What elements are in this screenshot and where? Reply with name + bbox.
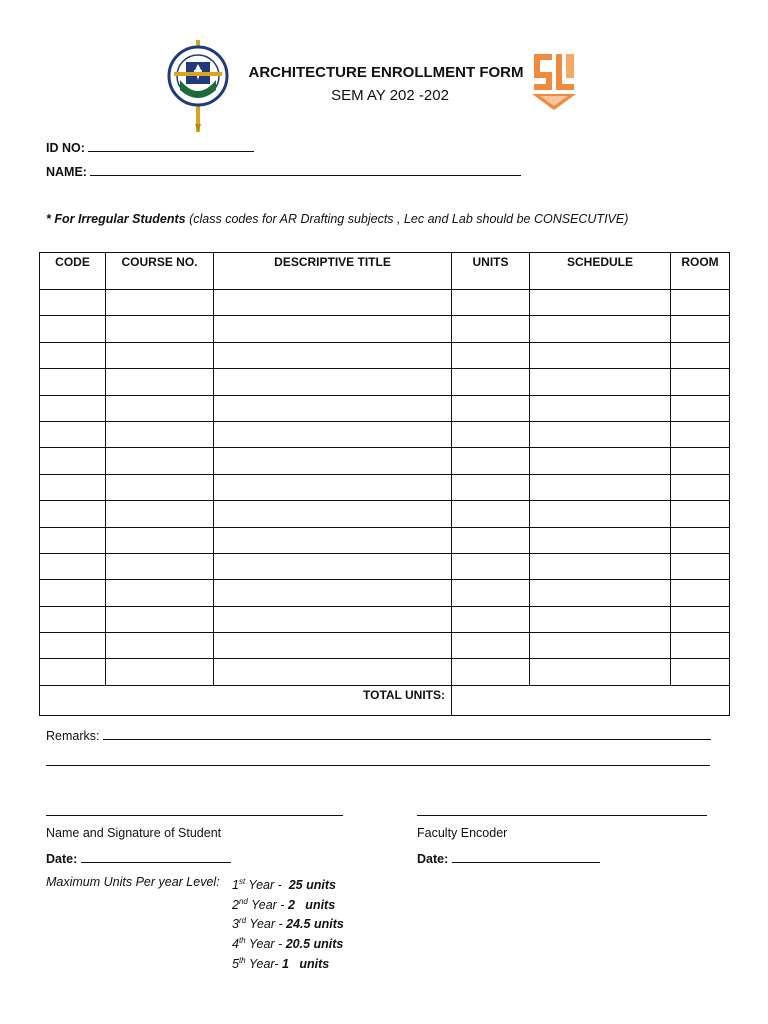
university-seal-logo xyxy=(166,40,230,132)
year-units-value: 20.5 units xyxy=(285,937,344,952)
cell-code[interactable] xyxy=(40,421,106,447)
table-row xyxy=(40,501,730,527)
total-units-row xyxy=(40,685,730,715)
year-level-item xyxy=(232,874,344,894)
year-num: 1 xyxy=(232,878,239,893)
col-header-units: UNITS xyxy=(452,253,530,290)
cell-units[interactable] xyxy=(452,633,530,659)
table-body xyxy=(40,290,730,716)
encoder-date-line[interactable] xyxy=(452,851,600,863)
id-blank-line[interactable] xyxy=(88,140,254,152)
cell-code[interactable] xyxy=(40,395,106,421)
name-blank-line[interactable] xyxy=(90,164,521,176)
table-row xyxy=(40,527,730,553)
cell-course-no[interactable] xyxy=(106,527,214,553)
table-row xyxy=(40,474,730,500)
cell-descriptive-title[interactable] xyxy=(214,501,452,527)
encoder-signature-line[interactable] xyxy=(417,815,707,816)
cell-descriptive-title[interactable] xyxy=(214,369,452,395)
student-date-line[interactable] xyxy=(81,851,231,863)
year-suffix: st xyxy=(238,877,246,886)
cell-schedule[interactable] xyxy=(530,553,671,579)
cell-schedule[interactable] xyxy=(530,316,671,342)
student-date-label: Date: xyxy=(46,852,78,866)
note-bold: * For Irregular Students xyxy=(46,212,186,226)
name-field[interactable] xyxy=(46,164,521,179)
year-units-value: 2 units xyxy=(287,897,336,912)
cell-schedule[interactable] xyxy=(530,342,671,368)
year-text: Year - xyxy=(247,897,288,912)
cell-course-no[interactable] xyxy=(106,395,214,421)
cell-course-no[interactable] xyxy=(106,553,214,579)
year-num: 4 xyxy=(232,937,239,952)
cell-descriptive-title[interactable] xyxy=(214,580,452,606)
cell-code[interactable] xyxy=(40,633,106,659)
year-suffix: th xyxy=(238,955,246,965)
year-level-item xyxy=(232,953,344,973)
cell-schedule[interactable] xyxy=(530,448,671,474)
table-row xyxy=(40,342,730,368)
cell-course-no[interactable] xyxy=(106,633,214,659)
cell-schedule[interactable] xyxy=(530,606,671,632)
cell-room[interactable] xyxy=(671,316,730,342)
max-units-label: Maximum Units Per year Level: xyxy=(46,875,220,889)
remarks-line-1[interactable] xyxy=(103,728,711,740)
cell-room[interactable] xyxy=(671,606,730,632)
total-units-label: TOTAL UNITS: xyxy=(40,685,452,715)
table-header-row xyxy=(40,253,730,290)
cell-code[interactable] xyxy=(40,474,106,500)
col-header-descriptive-title: DESCRIPTIVE TITLE xyxy=(214,253,452,290)
cell-descriptive-title[interactable] xyxy=(214,606,452,632)
year-suffix: nd xyxy=(238,896,248,906)
cell-schedule[interactable] xyxy=(530,501,671,527)
cell-code[interactable] xyxy=(40,527,106,553)
max-units-list xyxy=(232,874,344,972)
year-suffix: th xyxy=(238,935,246,945)
cell-course-no[interactable] xyxy=(106,606,214,632)
cell-room[interactable] xyxy=(671,633,730,659)
cell-room[interactable] xyxy=(671,527,730,553)
year-units-value: 24.5 units xyxy=(286,917,344,932)
cell-course-no[interactable] xyxy=(106,369,214,395)
cell-schedule[interactable] xyxy=(530,474,671,500)
cell-units[interactable] xyxy=(452,316,530,342)
cell-descriptive-title[interactable] xyxy=(214,448,452,474)
note-rest: (class codes for AR Drafting subjects , Lec and Lab should be CONSECUTIVE) xyxy=(185,212,629,226)
cell-room[interactable] xyxy=(671,580,730,606)
cell-room[interactable] xyxy=(671,474,730,500)
cell-course-no[interactable] xyxy=(106,448,214,474)
cell-descriptive-title[interactable] xyxy=(214,395,452,421)
student-date-field[interactable] xyxy=(46,851,231,866)
cell-room[interactable] xyxy=(671,290,730,316)
cell-room[interactable] xyxy=(671,369,730,395)
table-row xyxy=(40,290,730,316)
cell-code[interactable] xyxy=(40,553,106,579)
col-header-course-no: COURSE NO. xyxy=(106,253,214,290)
faculty-encoder-label: Faculty Encoder xyxy=(417,826,508,840)
cell-course-no[interactable] xyxy=(106,421,214,447)
cell-units[interactable] xyxy=(452,659,530,685)
year-units-value: 25 units xyxy=(288,878,336,893)
cell-descriptive-title[interactable] xyxy=(214,659,452,685)
cell-descriptive-title[interactable] xyxy=(214,474,452,500)
col-header-room: ROOM xyxy=(671,253,730,290)
year-level-item xyxy=(232,913,344,933)
form-title: ARCHITECTURE ENROLLMENT FORM xyxy=(248,64,524,81)
semester-year-label: SEM AY 202 -202 xyxy=(331,87,449,104)
year-text: Year - xyxy=(245,878,289,893)
cell-course-no[interactable] xyxy=(106,580,214,606)
cell-course-no[interactable] xyxy=(106,290,214,316)
cell-code[interactable] xyxy=(40,369,106,395)
cell-room[interactable] xyxy=(671,553,730,579)
year-units-value: 1 units xyxy=(282,956,330,971)
col-header-schedule: SCHEDULE xyxy=(530,253,671,290)
cell-code[interactable] xyxy=(40,659,106,685)
name-label: NAME: xyxy=(46,165,87,179)
id-label: ID NO: xyxy=(46,141,85,155)
cell-schedule[interactable] xyxy=(530,633,671,659)
col-header-code: CODE xyxy=(40,253,106,290)
cell-course-no[interactable] xyxy=(106,474,214,500)
cell-code[interactable] xyxy=(40,606,106,632)
remarks-field[interactable] xyxy=(46,728,711,743)
year-text: Year - xyxy=(246,917,287,932)
cell-units[interactable] xyxy=(452,606,530,632)
cell-units[interactable] xyxy=(452,501,530,527)
cell-descriptive-title[interactable] xyxy=(214,421,452,447)
cell-code[interactable] xyxy=(40,316,106,342)
cell-schedule[interactable] xyxy=(530,290,671,316)
table-row xyxy=(40,448,730,474)
cell-units[interactable] xyxy=(452,290,530,316)
cell-course-no[interactable] xyxy=(106,342,214,368)
cell-units[interactable] xyxy=(452,553,530,579)
student-signature-label: Name and Signature of Student xyxy=(46,826,222,840)
table-row xyxy=(40,606,730,632)
cell-code[interactable] xyxy=(40,501,106,527)
cell-units[interactable] xyxy=(452,369,530,395)
cell-descriptive-title[interactable] xyxy=(214,633,452,659)
cell-descriptive-title[interactable] xyxy=(214,316,452,342)
table-row xyxy=(40,553,730,579)
cell-units[interactable] xyxy=(452,527,530,553)
table-row xyxy=(40,659,730,685)
cell-units[interactable] xyxy=(452,448,530,474)
cell-room[interactable] xyxy=(671,421,730,447)
cell-units[interactable] xyxy=(452,421,530,447)
year-num: 3 xyxy=(232,917,239,932)
table-row xyxy=(40,421,730,447)
table-row xyxy=(40,580,730,606)
cell-room[interactable] xyxy=(671,395,730,421)
cell-schedule[interactable] xyxy=(530,369,671,395)
year-suffix: rd xyxy=(238,916,247,926)
remarks-line-2[interactable] xyxy=(46,765,710,766)
year-text: Year- xyxy=(245,956,282,971)
cell-code[interactable] xyxy=(40,580,106,606)
remarks-label: Remarks: xyxy=(46,729,100,743)
year-num: 5 xyxy=(232,956,239,971)
cell-room[interactable] xyxy=(671,342,730,368)
cell-units[interactable] xyxy=(452,342,530,368)
cell-code[interactable] xyxy=(40,290,106,316)
cell-course-no[interactable] xyxy=(106,659,214,685)
cell-schedule[interactable] xyxy=(530,659,671,685)
year-num: 2 xyxy=(232,897,239,912)
total-units-value-cell[interactable] xyxy=(452,685,730,715)
year-level-item xyxy=(232,933,344,953)
cell-course-no[interactable] xyxy=(106,501,214,527)
cell-room[interactable] xyxy=(671,659,730,685)
cell-descriptive-title[interactable] xyxy=(214,290,452,316)
cell-units[interactable] xyxy=(452,395,530,421)
course-table xyxy=(39,252,730,716)
cell-room[interactable] xyxy=(671,501,730,527)
id-field[interactable] xyxy=(46,140,254,155)
encoder-date-field[interactable] xyxy=(417,851,600,866)
cell-code[interactable] xyxy=(40,448,106,474)
year-level-item xyxy=(232,894,344,914)
table-row xyxy=(40,316,730,342)
encoder-date-label: Date: xyxy=(417,852,449,866)
year-text: Year - xyxy=(245,937,286,952)
table-row xyxy=(40,395,730,421)
irregular-students-note xyxy=(46,212,628,226)
table-row xyxy=(40,369,730,395)
cell-descriptive-title[interactable] xyxy=(214,527,452,553)
cell-descriptive-title[interactable] xyxy=(214,342,452,368)
cell-units[interactable] xyxy=(452,474,530,500)
cell-schedule[interactable] xyxy=(530,580,671,606)
cell-units[interactable] xyxy=(452,580,530,606)
cell-schedule[interactable] xyxy=(530,395,671,421)
cell-code[interactable] xyxy=(40,342,106,368)
cell-course-no[interactable] xyxy=(106,316,214,342)
cell-descriptive-title[interactable] xyxy=(214,553,452,579)
cell-room[interactable] xyxy=(671,448,730,474)
table-row xyxy=(40,633,730,659)
cell-schedule[interactable] xyxy=(530,527,671,553)
student-signature-line[interactable] xyxy=(46,815,343,816)
cell-schedule[interactable] xyxy=(530,421,671,447)
